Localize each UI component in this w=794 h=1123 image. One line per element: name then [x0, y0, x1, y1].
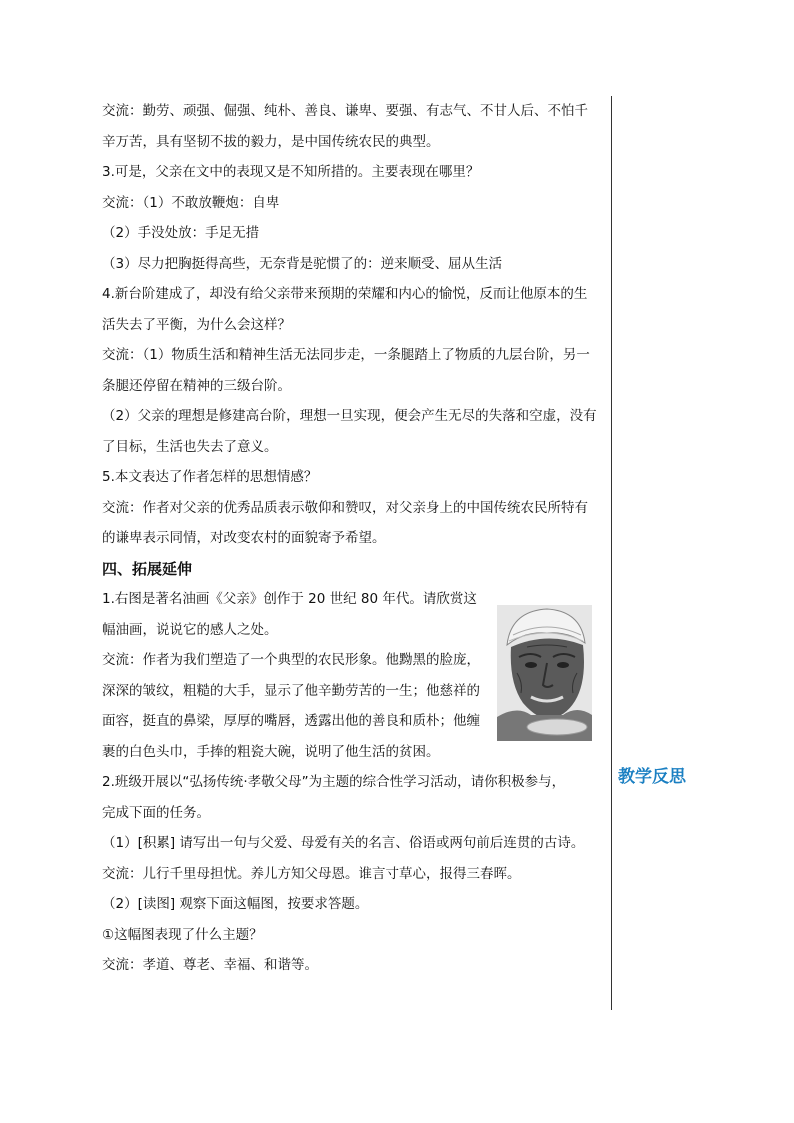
text-line: 交流：作者对父亲的优秀品质表示敬仰和赞叹，对父亲身上的中国传统农民所特有	[102, 499, 588, 516]
text-line: 交流：（1）物质生活和精神生活无法同步走，一条腿踏上了物质的九层台阶，另一	[102, 347, 590, 363]
text-line: 了目标，生活也失去了意义。	[102, 438, 278, 455]
text-line: 幅油画，说说它的感人之处。	[102, 621, 278, 638]
text-line: 交流：勤劳、顽强、倔强、纯朴、善良、谦卑、要强、有志气、不甘人后、不怕千	[102, 103, 588, 119]
text-line: 深深的皱纹，粗糙的大手，显示了他辛勤劳苦的一生；他慈祥的	[102, 682, 480, 699]
question-5: 5.本文表达了作者怎样的思想情感？	[102, 469, 318, 485]
text-line: 辛万苦，具有坚韧不拔的毅力，是中国传统农民的典型。	[102, 133, 440, 150]
column-divider	[611, 96, 612, 1010]
text-line: （2）父亲的理想是修建高台阶，理想一旦实现，便会产生无尽的失落和空虚，没有	[102, 408, 597, 424]
main-content	[102, 96, 610, 981]
teaching-reflection-label: 教学反思	[618, 767, 686, 787]
text-line: （3）尽力把胸挺得高些，无奈背是驼惯了的：逆来顺受、屈从生活	[102, 255, 503, 272]
father-painting-image	[497, 605, 592, 741]
section-heading: 四、拓展延伸	[102, 559, 193, 578]
text-line: 1.右图是著名油画《父亲》创作于 20 世纪 80 年代。请欣赏这	[102, 591, 477, 607]
text-line: 交流：（1）不敢放鞭炮：自卑	[102, 194, 280, 211]
text-line: 的谦卑表示同情，对改变农村的面貌寄予希望。	[102, 530, 386, 546]
text-line: （2）手没处放：手足无措	[102, 225, 260, 241]
text-line: 交流：作者为我们塑造了一个典型的农民形象。他黝黑的脸庞，	[102, 652, 480, 668]
text-line: 交流：孝道、尊老、幸福、和谐等。	[102, 957, 318, 973]
text-line: 交流：儿行千里母担忧。养儿方知父母恩。谁言寸草心，报得三春晖。	[102, 865, 521, 882]
question-3: 3.可是，父亲在文中的表现又是不知所措的。主要表现在哪里？	[102, 164, 480, 180]
text-line: （1）[积累] 请写出一句与父爱、母爱有关的名言、俗语或两句前后连贯的古诗。	[102, 835, 585, 851]
text-line: （2）[读图] 观察下面这幅图，按要求答题。	[102, 896, 369, 912]
question-4: 4.新台阶建成了，却没有给父亲带来预期的荣耀和内心的愉悦，反而让他原本的生	[102, 286, 588, 302]
text-line: 条腿还停留在精神的三级台阶。	[102, 377, 291, 394]
text-line: ①这幅图表现了什么主题？	[102, 926, 263, 943]
text-line: 活失去了平衡，为什么会这样？	[102, 316, 291, 333]
text-line: 裹的白色头巾，手捧的粗瓷大碗，说明了他生活的贫困。	[102, 743, 440, 760]
text-line: 面容，挺直的鼻梁，厚厚的嘴唇，透露出他的善良和质朴；他缠	[102, 713, 480, 729]
text-line: 2.班级开展以“弘扬传统·孝敬父母”为主题的综合性学习活动，请你积极参与，	[102, 774, 566, 790]
text-line: 完成下面的任务。	[102, 804, 210, 821]
